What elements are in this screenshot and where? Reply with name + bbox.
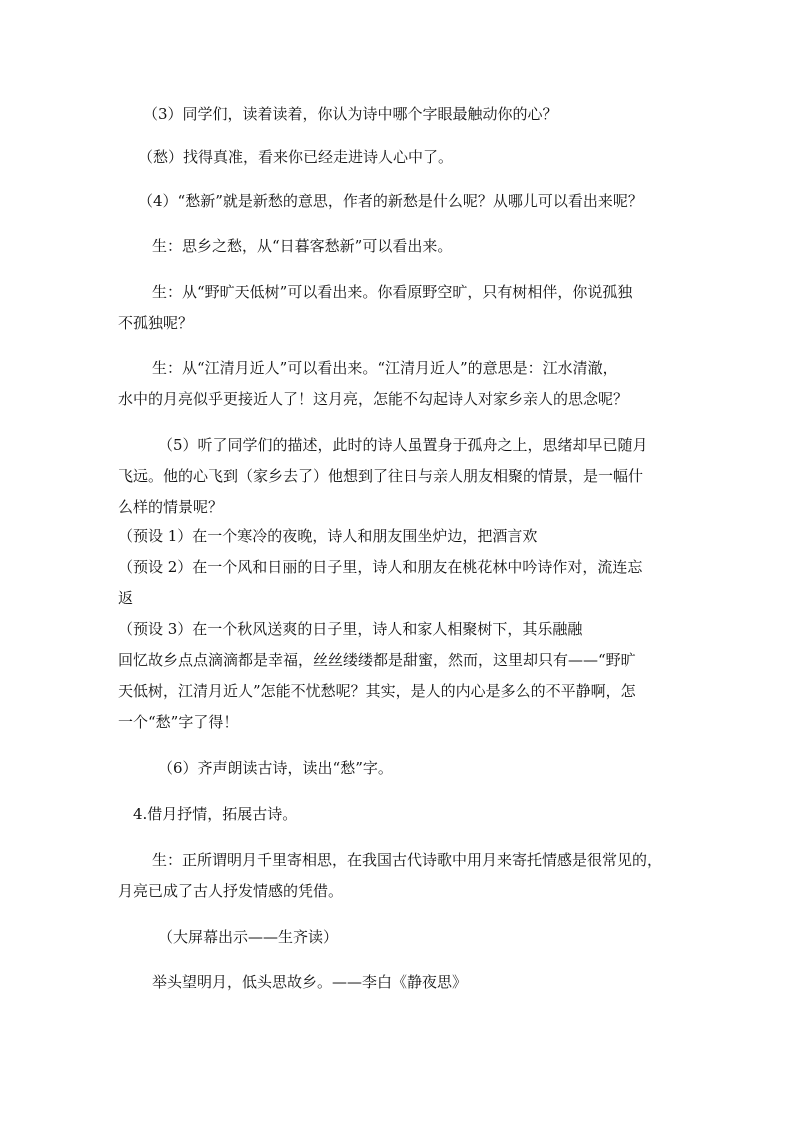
paragraph-line: （预设 3）在一个秋风送爽的日子里，诗人和家人相聚树下，其乐融融 — [118, 620, 583, 638]
paragraph-line: 4.借月抒情，拓展古诗。 — [133, 805, 298, 823]
paragraph-line: 水中的月亮似乎更接近人了！这月亮，怎能不勾起诗人对家乡亲人的思念呢？ — [118, 390, 629, 408]
paragraph-line: （5）听了同学们的描述，此时的诗人虽置身于孤舟之上，思绪却早已随月 — [158, 436, 648, 454]
paragraph-line: （愁）找得真准，看来你已经走进诗人心中了。 — [138, 148, 454, 166]
paragraph-line: （大屏幕出示——生齐读） — [158, 928, 339, 946]
paragraph-line: 月亮已成了古人抒发情感的凭借。 — [118, 882, 344, 900]
paragraph-line: 举头望明月，低头思故乡。——李白《静夜思》 — [152, 973, 468, 991]
paragraph-line: （6）齐声朗读古诗，读出“愁”字。 — [158, 759, 393, 777]
paragraph-line: 么样的情景呢？ — [118, 498, 224, 516]
paragraph-line: 生：从“野旷天低树”可以看出来。你看原野空旷，只有树相伴，你说孤独 — [152, 283, 633, 301]
paragraph-line: 飞远。他的心飞到（家乡去了）他想到了往日与亲人朋友相聚的情景，是一幅什 — [118, 467, 644, 485]
paragraph-line: （预设 1）在一个寒冷的夜晚，诗人和朋友围坐炉边，把酒言欢 — [118, 527, 538, 545]
paragraph-line: 一个“愁”字了得！ — [118, 713, 239, 731]
paragraph-line: 不孤独呢？ — [118, 314, 194, 332]
paragraph-line: （预设 2）在一个风和日丽的日子里，诗人和朋友在桃花林中吟诗作对，流连忘 — [118, 558, 643, 576]
paragraph-line: 回忆故乡点点滴滴都是幸福，丝丝缕缕都是甜蜜，然而，这里却只有——“野旷 — [118, 651, 636, 669]
paragraph-line: 生：从“江清月近人”可以看出来。“江清月近人”的意思是：江水清澈， — [152, 359, 618, 377]
paragraph-line: 天低树，江清月近人”怎能不忧愁呢？其实，是人的内心是多么的不平静啊，怎 — [118, 682, 636, 700]
paragraph-line: （4）“愁新”就是新愁的意思，作者的新愁是什么呢？从哪儿可以看出来呢？ — [138, 192, 643, 210]
paragraph-line: 生：正所谓明月千里寄相思，在我国古代诗歌中用月来寄托情感是很常见的， — [152, 851, 663, 869]
paragraph-line: 生：思乡之愁，从“日暮客愁新”可以看出来。 — [152, 237, 453, 255]
paragraph-line: 返 — [118, 589, 134, 607]
paragraph-line: （3）同学们，读着读着，你认为诗中哪个字眼最触动你的心？ — [143, 105, 558, 123]
